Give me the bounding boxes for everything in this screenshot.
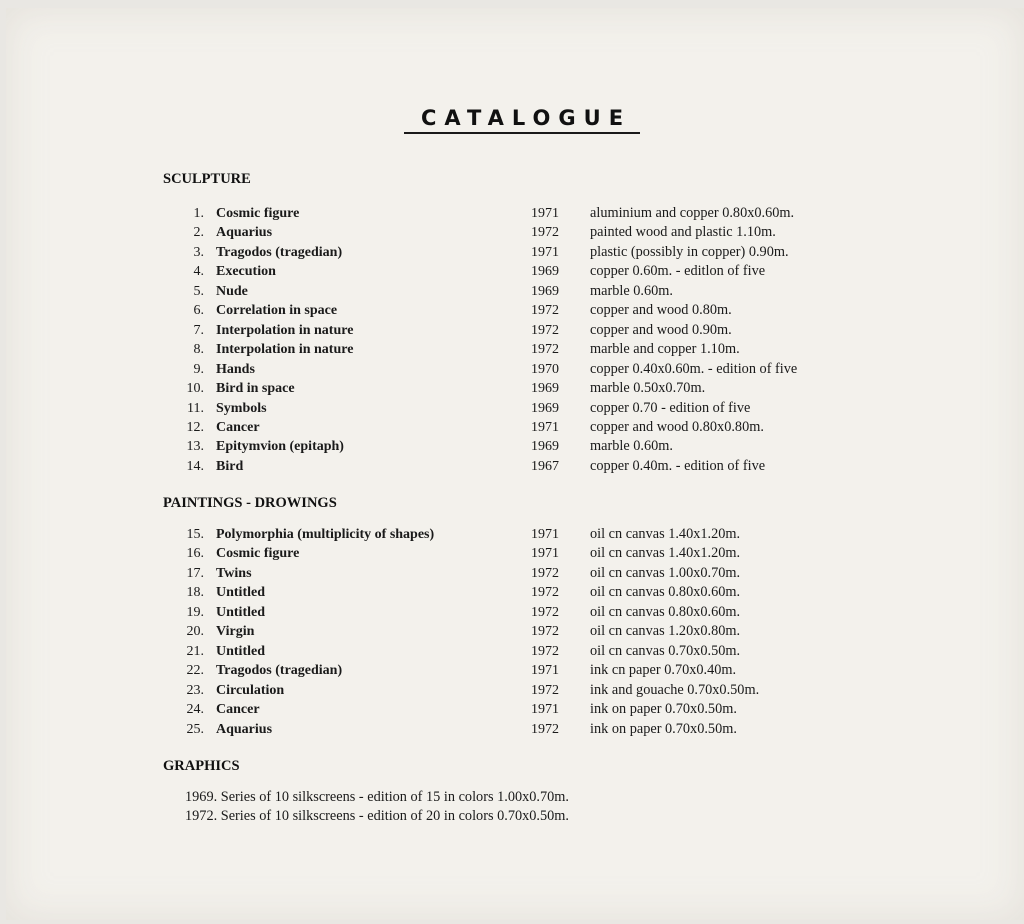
entry-year: 1972 <box>531 565 559 581</box>
catalogue-entry <box>0 282 1018 302</box>
catalogue-entry <box>0 681 1018 701</box>
entry-number: 4. <box>193 264 204 280</box>
entry-title: Correlation in space <box>216 303 338 319</box>
entry-number: 13. <box>186 439 204 455</box>
entry-medium: ink and gouache 0.70x0.50m. <box>590 681 760 698</box>
entry-number: 8. <box>193 342 204 358</box>
entry-medium: aluminium and copper 0.80x0.60m. <box>590 205 795 221</box>
entry-number: 25. <box>186 721 204 737</box>
entry-medium: ink on paper 0.70x0.50m. <box>590 701 737 718</box>
entry-year: 1972 <box>531 721 559 737</box>
entry-number: 6. <box>193 303 204 319</box>
catalogue-entry <box>0 603 1018 623</box>
entry-number: 17. <box>186 565 204 581</box>
entry-medium: copper 0.70 - edition of five <box>590 399 751 416</box>
entry-year: 1969 <box>531 400 559 416</box>
entry-number: 10. <box>186 381 204 397</box>
catalogue-entry <box>0 340 1018 360</box>
entry-year: 1972 <box>531 322 559 338</box>
catalogue-entry <box>0 457 1018 477</box>
entry-year: 1972 <box>531 585 559 601</box>
catalogue-entry <box>0 379 1018 399</box>
entry-year: 1971 <box>531 702 559 718</box>
entry-medium: oil cn canvas 0.80x0.60m. <box>590 584 741 601</box>
entry-title: Aquarius <box>216 721 273 737</box>
entry-title: Polymorphia (multiplicity of shapes) <box>216 527 435 542</box>
entry-year: 1971 <box>531 546 559 562</box>
section-heading-graphics: GRAPHICS <box>163 758 240 774</box>
entry-number: 21. <box>186 643 204 659</box>
entry-number: 16. <box>186 546 204 562</box>
entry-medium: oil cn canvas 1.40x1.20m. <box>590 526 741 542</box>
entry-number: 1. <box>193 206 204 221</box>
catalogue-entry <box>0 720 1018 740</box>
entry-title: Untitled <box>216 643 265 659</box>
entry-number: 7. <box>193 322 204 338</box>
entry-title: Cosmic figure <box>216 546 300 562</box>
entry-number: 14. <box>186 458 204 474</box>
entry-medium: copper and wood 0.80x0.80m. <box>590 418 764 435</box>
entry-year: 1971 <box>531 663 559 679</box>
entry-medium: ink on paper 0.70x0.50m. <box>590 720 737 737</box>
catalogue-entry <box>0 321 1018 341</box>
catalogue-entry <box>0 204 1018 224</box>
entry-title: Symbols <box>216 400 267 416</box>
entry-title: Execution <box>216 264 276 280</box>
entry-number: 5. <box>193 283 204 299</box>
entry-title: Untitled <box>216 604 265 620</box>
entry-title: Virgin <box>216 624 255 640</box>
entry-medium: oil cn canvas 0.80x0.60m. <box>590 603 741 620</box>
entry-medium: copper 0.40x0.60m. - edition of five <box>590 360 798 377</box>
entry-year: 1972 <box>531 643 559 659</box>
entry-medium: marble 0.60m. <box>590 282 673 299</box>
catalogue-entry <box>0 418 1018 438</box>
catalogue-entry <box>0 360 1018 380</box>
entry-medium: copper 0.60m. - editlon of five <box>590 263 766 280</box>
entry-year: 1969 <box>531 264 559 280</box>
entry-year: 1971 <box>531 206 559 221</box>
catalogue-entry <box>0 223 1018 243</box>
entry-number: 3. <box>193 244 204 260</box>
entry-year: 1972 <box>531 342 559 358</box>
entry-title: Interpolation in nature <box>216 322 354 338</box>
catalogue-entry <box>0 700 1018 720</box>
graphics-line: 1972. Series of 10 silkscreens - edition of 20 in colors 0.70x0.50m. <box>185 808 569 824</box>
catalogue-entry <box>0 399 1018 419</box>
entry-medium: copper and wood 0.80m. <box>590 302 732 319</box>
entry-medium: oil cn canvas 0.70x0.50m. <box>590 642 741 659</box>
entry-number: 11. <box>187 400 204 416</box>
entry-year: 1972 <box>531 303 559 319</box>
entry-medium: copper and wood 0.90m. <box>590 321 732 338</box>
entry-year: 1969 <box>531 283 559 299</box>
entry-year: 1967 <box>531 458 559 474</box>
entry-title: Cosmic figure <box>216 206 300 221</box>
section-heading-paintings: PAINTINGS - DROWINGS <box>163 495 337 511</box>
entry-medium: copper 0.40m. - edition of five <box>590 457 766 474</box>
entry-title: Twins <box>216 565 252 581</box>
entry-medium: ink cn paper 0.70x0.40m. <box>590 662 737 679</box>
entry-year: 1969 <box>531 439 559 455</box>
entry-year: 1971 <box>531 419 559 435</box>
entry-number: 22. <box>186 663 204 679</box>
entry-medium: marble 0.60m. <box>590 438 673 455</box>
entry-medium: marble 0.50x0.70m. <box>590 380 706 397</box>
entry-number: 9. <box>193 361 204 377</box>
entry-medium: oil cn canvas 1.20x0.80m. <box>590 623 741 640</box>
entry-year: 1972 <box>531 624 559 640</box>
entry-title: Bird in space <box>216 381 295 397</box>
page-title: CATALOGUE <box>404 104 640 134</box>
entry-title: Hands <box>216 361 255 377</box>
entry-title: Cancer <box>216 702 260 718</box>
entry-title: Nude <box>216 283 248 299</box>
catalogue-entry <box>0 525 1018 545</box>
entry-title: Cancer <box>216 419 260 435</box>
entry-title: Bird <box>216 458 244 474</box>
catalogue-entry <box>0 622 1018 642</box>
entry-title: Tragodos (tragedian) <box>216 663 343 679</box>
entry-year: 1970 <box>531 361 559 377</box>
catalogue-entry <box>0 243 1018 263</box>
catalogue-entry <box>0 262 1018 282</box>
section-heading-sculpture: SCULPTURE <box>163 171 251 187</box>
entry-medium: marble and copper 1.10m. <box>590 341 740 358</box>
entry-year: 1972 <box>531 682 559 698</box>
graphics-line: 1969. Series of 10 silkscreens - edition of 15 in colors 1.00x0.70m. <box>185 789 569 805</box>
entry-number: 19. <box>186 604 204 620</box>
catalogue-entry <box>0 583 1018 603</box>
catalogue-entry <box>0 301 1018 321</box>
entry-title: Untitled <box>216 585 265 601</box>
entry-year: 1971 <box>531 244 559 260</box>
entry-title: Interpolation in nature <box>216 342 354 358</box>
entry-number: 24. <box>186 702 204 718</box>
entry-title: Circulation <box>216 682 285 698</box>
entry-year: 1971 <box>531 527 559 542</box>
entry-medium: oil cn canvas 1.40x1.20m. <box>590 545 741 562</box>
entry-number: 20. <box>186 624 204 640</box>
entry-title: Epitymvion (epitaph) <box>216 439 344 455</box>
entry-number: 2. <box>193 225 204 241</box>
entry-medium: painted wood and plastic 1.10m. <box>590 224 776 241</box>
entry-year: 1972 <box>531 604 559 620</box>
catalogue-entry <box>0 564 1018 584</box>
catalogue-entry <box>0 437 1018 457</box>
catalogue-entry <box>0 544 1018 564</box>
entry-medium: plastic (possibly in copper) 0.90m. <box>590 243 789 260</box>
entry-number: 23. <box>186 682 204 698</box>
entry-year: 1972 <box>531 225 559 241</box>
entry-medium: oil cn canvas 1.00x0.70m. <box>590 564 741 581</box>
entry-number: 12. <box>186 419 204 435</box>
entry-title: Aquarius <box>216 225 273 241</box>
entry-number: 18. <box>186 585 204 601</box>
entry-title: Tragodos (tragedian) <box>216 244 343 260</box>
entry-number: 15. <box>186 527 204 542</box>
entry-year: 1969 <box>531 381 559 397</box>
catalogue-entry <box>0 661 1018 681</box>
catalogue-entry <box>0 642 1018 662</box>
